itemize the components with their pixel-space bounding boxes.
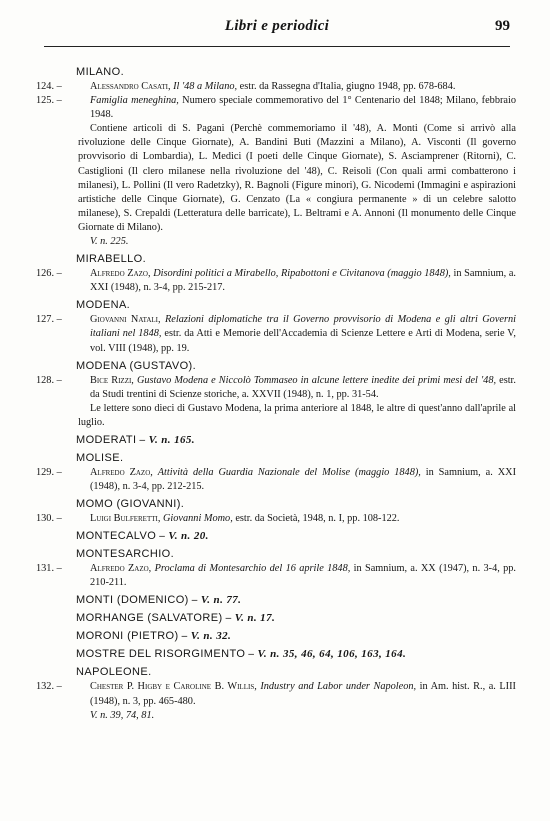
entry-note: Contiene articoli di S. Pagani (Perchè commemoriamo il '48), A. Monti (Come si arrivò alla rivoluzione delle Cinque Giornate), A. Bandini Buti (Mazzini a Milano), A. Visconti (Il governo provvisorio di Lombardia), L. Medici (I poeti delle Cinque Giornate), S. Asciamprener (Ritorni), C. Castiglioni (Il clero milanese nella rivoluzione del '48), C. Reisoli (Con quali armi combatterono i milanesi), L. Pollini (Il vero Radetzky), R. Bagnoli (Figure minori), G. Nicodemi (Immagini e aspirazioni artistiche delle Cinque Giornate), G. Cenzato (La « congiura permanente » di un celebre salotto milanese), S. Crepaldi (Letteratura delle barricate), L. Beltrami e A. Annoni (Il monumento delle Cinque Giornate di Milano). bbox=[78, 123, 516, 233]
entry-number: 127. – bbox=[36, 314, 62, 326]
entry-author: Alfredo Zazo, bbox=[90, 268, 154, 280]
section-heading bbox=[36, 451, 516, 466]
entry-details: estr. da Rassegna d'Italia, giugno 1948, pp. 678-684. bbox=[237, 81, 456, 92]
entry-details: estr. da Società, 1948, n. I, pp. 108-122. bbox=[232, 513, 400, 525]
cross-reference: V. n. 225. bbox=[90, 236, 129, 248]
cross-reference: – V. n. 32. bbox=[178, 630, 232, 643]
entry-number: 129. – bbox=[36, 466, 62, 478]
entry-number: 124. – bbox=[36, 81, 62, 92]
heading-text: MODENA (GUSTAVO). bbox=[76, 359, 197, 372]
entry-note: Le lettere sono dieci di Gustavo Modena, la prima anteriore al 1848, le altre di quest'anno dall'aprile al luglio. bbox=[78, 402, 516, 428]
bibliography-entry bbox=[36, 466, 516, 494]
entry-title: Industry and Labor under Napoleon, bbox=[260, 681, 417, 693]
cross-reference: V. n. 39, 74, 81. bbox=[90, 709, 155, 721]
section-heading bbox=[36, 665, 516, 680]
cross-reference: – V. n. 20. bbox=[156, 530, 209, 543]
entry-author: Bice Rizzi, bbox=[90, 374, 137, 386]
cross-reference: – V. n. 17. bbox=[222, 612, 276, 625]
page-number: 99 bbox=[495, 18, 510, 34]
heading-text: MILANO. bbox=[76, 66, 125, 78]
bibliography-entry bbox=[36, 374, 516, 402]
entry-details: in Samnium, a. XXI (1948), n. 3-4, pp. 212-215. bbox=[90, 466, 516, 493]
section-heading bbox=[36, 252, 516, 267]
entry-details: estr. da Atti e Memorie dell'Accademia di Scienze Lettere e Arti di Modena, serie V, vol. VIII (1948), pp. 19. bbox=[90, 328, 516, 354]
bibliography-entry bbox=[36, 94, 516, 122]
bibliography-entry bbox=[36, 267, 516, 295]
entry-author: Giovanni Natali, bbox=[90, 314, 166, 326]
bibliography-entry bbox=[36, 313, 516, 355]
page-header bbox=[44, 16, 510, 47]
heading-text: MONTI (DOMENICO) bbox=[76, 594, 189, 607]
cross-reference: – V. n. 77. bbox=[188, 594, 242, 607]
bibliography-entry bbox=[36, 512, 516, 526]
section-heading bbox=[36, 65, 516, 80]
bibliography-entry bbox=[36, 562, 516, 590]
section-heading bbox=[36, 529, 516, 544]
entry-number: 132. – bbox=[36, 681, 62, 693]
entry-details: estr. da Studi trentini di Scienze storiche, a. XXVII (1948), n. 1, pp. 31-54. bbox=[90, 374, 516, 400]
entry-author: Luigi Bulferetti, bbox=[90, 513, 163, 525]
entry-title: Attività della Guardia Nazionale del Molise (maggio 1848), bbox=[157, 466, 421, 478]
heading-text: MOLISE. bbox=[76, 451, 124, 464]
entry-author: Alfredo Zazo, bbox=[90, 563, 155, 575]
cross-reference: – V. n. 35, 46, 64, 106, 163, 164. bbox=[245, 648, 407, 661]
bibliography-entry bbox=[36, 680, 516, 708]
heading-text: MORHANGE (SALVATORE) bbox=[76, 612, 223, 625]
heading-text: MOSTRE DEL RISORGIMENTO bbox=[76, 648, 246, 661]
entry-number: 126. – bbox=[36, 268, 62, 280]
section-heading bbox=[36, 647, 516, 662]
section-heading bbox=[36, 359, 516, 374]
section-heading bbox=[36, 611, 516, 626]
bibliography-list bbox=[36, 62, 516, 723]
heading-text: MOMO (GIOVANNI). bbox=[76, 498, 185, 511]
entry-number: 125. – bbox=[36, 95, 62, 107]
entry-title: Proclama di Montesarchio del 16 aprile 1848, bbox=[154, 563, 351, 575]
heading-text: MIRABELLO. bbox=[76, 253, 147, 266]
entry-author: Chester P. Higby e Caroline B. Willis, bbox=[90, 681, 261, 693]
section-heading bbox=[36, 547, 516, 562]
entry-title: Giovanni Momo, bbox=[162, 513, 233, 525]
heading-text: NAPOLEONE. bbox=[76, 666, 152, 679]
entry-title: Gustavo Modena e Niccolò Tommaseo in alcune lettere inedite dei primi mesi del '48, bbox=[136, 374, 497, 386]
entry-details: in Samnium, a. XXI (1948), n. 3-4, pp. 215-217. bbox=[90, 268, 516, 294]
heading-text: MONTECALVO bbox=[76, 530, 157, 543]
cross-reference: – V. n. 165. bbox=[136, 433, 195, 446]
entry-author: Alfredo Zazo, bbox=[90, 466, 158, 478]
entry-number: 131. – bbox=[36, 563, 62, 575]
entry-number: 128. – bbox=[36, 374, 62, 386]
heading-text: MODERATI bbox=[76, 433, 137, 446]
section-heading bbox=[36, 433, 516, 448]
running-title: Libri e periodici bbox=[224, 18, 330, 34]
entry-title: Famiglia meneghina, bbox=[90, 95, 179, 107]
entry-author: Alessandro Casati, bbox=[90, 81, 174, 92]
section-heading bbox=[36, 629, 516, 644]
entry-title: Il '48 a Milano, bbox=[173, 81, 238, 92]
entry-number: 130. – bbox=[36, 513, 62, 525]
entry-details: Numero speciale commemorativo del 1° Centenario del 1848; Milano, febbraio 1948. bbox=[90, 95, 516, 121]
entry-title: Disordini politici a Mirabello, Ripabottoni e Civitanova (maggio 1848), bbox=[153, 268, 451, 280]
section-heading bbox=[36, 298, 516, 313]
heading-text: MONTESARCHIO. bbox=[76, 548, 175, 561]
entry-title: Relazioni diplomatiche tra il Governo provvisorio di Modena e gli altri Governi italiani nel 1848, bbox=[90, 314, 516, 340]
bibliography-entry bbox=[36, 80, 516, 94]
section-heading bbox=[36, 593, 516, 608]
heading-text: MODENA. bbox=[76, 299, 131, 312]
entry-details: in Samnium, a. XX (1947), n. 3-4, pp. 210-211. bbox=[90, 563, 517, 589]
section-heading bbox=[36, 497, 516, 512]
heading-text: MORONI (PIETRO) bbox=[76, 630, 179, 643]
entry-details: in Am. hist. R., a. LIII (1948), n. 3, pp. 465-480. bbox=[90, 681, 516, 707]
